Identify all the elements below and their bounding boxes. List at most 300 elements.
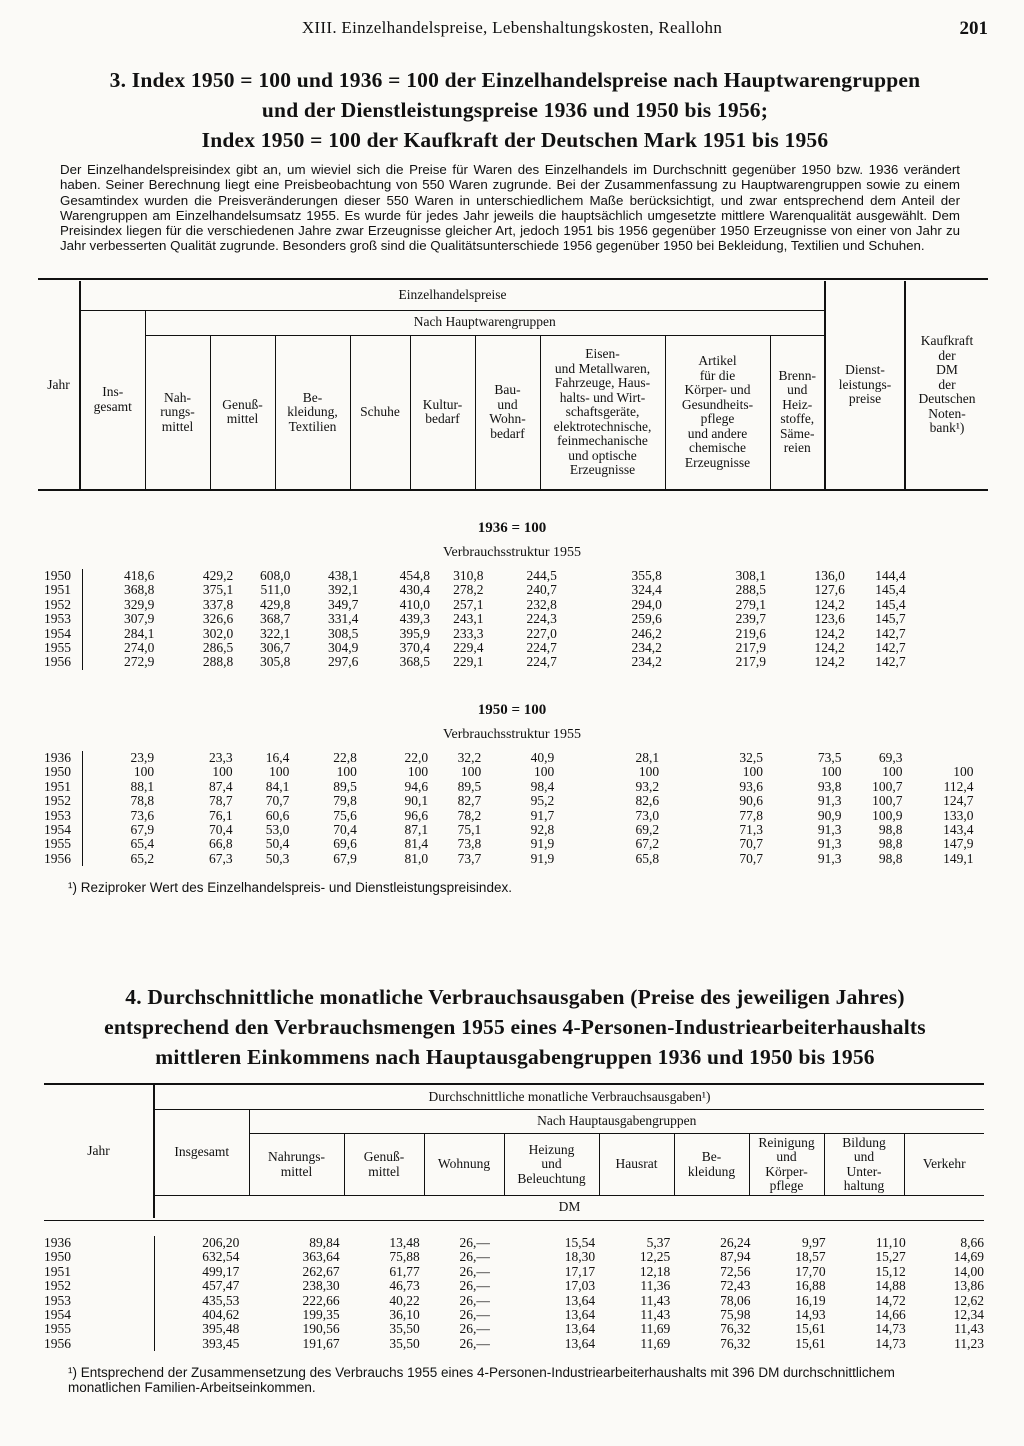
table-cell: 18,30 [564,1249,596,1265]
table-cell: 35,50 [389,1335,420,1351]
table-cell: 90,9 [817,807,842,823]
table-row [44,1279,984,1293]
section4-title-line2: entsprechend den Verbrauchsmengen 1955 eines 4-Personen-Industriearbeiterhaushalts [104,1015,926,1039]
table-cell: 191,67 [302,1335,340,1351]
table-cell: 78,7 [209,793,233,809]
table-row [44,627,974,641]
table-cell: 224,7 [526,640,557,656]
table-cell: 91,3 [817,793,842,809]
table-cell: 234,2 [631,640,662,656]
table-cell [902,751,973,765]
table-cell: 439,3 [399,611,430,627]
table-cell: 127,6 [814,582,845,598]
table-cell: 14,88 [875,1278,906,1294]
table-row [44,1265,984,1279]
table-cell: 35,50 [389,1321,420,1337]
table-cell: 112,4 [943,778,974,794]
table4-header [44,1085,984,1218]
table3-header [38,281,988,489]
table-cell: 306,7 [260,640,291,656]
table-cell: 73,0 [635,807,660,823]
table-cell: 145,4 [875,596,906,612]
table-cell: 274,0 [83,641,155,655]
table-cell: 368,7 [260,611,291,627]
table-cell: 12,25 [639,1249,671,1265]
table-cell: 429,8 [260,596,291,612]
row-year: 1952 [44,793,71,809]
table-cell: 15,61 [795,1321,826,1337]
table-cell: 70,4 [209,822,233,838]
page-header [0,18,1024,42]
table-cell: 145,4 [875,582,906,598]
table-cell [906,583,974,597]
col-dienstleistungspreise: Dienst- leistungs- preise [825,281,905,489]
table-cell: 67,2 [635,836,660,852]
table-row [44,598,974,612]
table-cell: 40,9 [530,750,555,765]
table-cell: 91,7 [530,807,555,823]
table-cell: 307,9 [83,612,155,626]
table-cell: 337,8 [202,596,234,612]
table-cell: 11,36 [640,1278,671,1294]
table-row [44,1322,984,1336]
table-cell: 310,8 [453,568,484,583]
table-cell: 224,3 [526,611,557,627]
table-cell: 410,0 [399,596,430,612]
col-insgesamt: Ins- gesamt [80,310,145,489]
table-row [44,1250,984,1264]
col-eisen-metallwaren: Eisen- und Metallwaren, Fahrzeuge, Haus- halts- und Wirt- schaftsgeräte, elektrotechnische, feinmechanische und optische Erzeugnisse [540,335,665,489]
t4-col-jahr: Jahr [87,1143,110,1159]
table-cell: 90,1 [404,793,429,809]
table-cell: 349,7 [328,596,359,612]
table-cell: 100,7 [872,793,903,809]
row-year: 1950 [44,1249,71,1265]
row-year: 1955 [44,1321,71,1337]
table-cell: 17,70 [795,1263,826,1279]
table-cell: 61,77 [389,1263,420,1279]
t4-col-hausrat: Hausrat [599,1134,674,1196]
t4-col-genussmittel: Genuß- mittel [344,1134,424,1196]
table-cell: 11,43 [954,1321,984,1337]
table-cell: 14,69 [953,1249,984,1265]
table-row [44,583,974,597]
table-cell: 73,5 [817,750,842,765]
table-cell: 78,8 [83,794,154,808]
table-cell: 26,— [459,1235,490,1250]
table-cell [906,569,974,583]
table-cell: 65,8 [635,850,660,866]
table-cell: 144,4 [875,568,906,583]
block1-caption: 1936 = 100 [477,520,547,536]
table-cell: 76,1 [209,807,233,823]
table-cell: 22,0 [404,750,429,765]
table-cell: 94,6 [404,778,429,794]
table-cell: 78,06 [720,1292,751,1308]
table-cell: 11,43 [640,1307,671,1323]
table-cell: 93,2 [635,778,660,794]
table-cell: 322,1 [260,625,291,641]
table-cell: 304,9 [328,640,359,656]
table-cell: 219,6 [735,625,767,641]
table-cell: 15,27 [875,1249,906,1265]
row-year: 1956 [44,654,71,670]
row-year: 1951 [44,582,71,598]
table-cell: 26,— [459,1263,490,1279]
table-cell: 305,8 [260,654,291,670]
table-cell: 16,19 [795,1292,826,1308]
table-cell: 429,2 [202,568,234,583]
table-cell: 147,9 [943,836,974,852]
table-cell: 12,62 [953,1292,984,1308]
table-cell: 93,6 [739,778,764,794]
row-year: 1956 [44,1335,71,1351]
table-cell: 11,10 [875,1235,906,1250]
table-cell: 368,5 [399,654,430,670]
table-cell: 404,62 [154,1308,239,1322]
table-cell: 142,7 [875,640,906,656]
row-year: 1953 [44,807,71,823]
t4-col-group-nach-hauptausgabengruppen: Nach Hauptausgabengruppen [249,1109,984,1133]
table-cell: 100 [821,764,842,780]
table-cell: 14,66 [875,1307,906,1323]
table-cell: 240,7 [526,582,557,598]
table-cell: 11,69 [640,1335,671,1351]
table-cell: 23,3 [209,750,233,765]
table-cell: 395,9 [399,625,430,641]
table-cell: 326,6 [202,611,234,627]
table-cell: 15,12 [875,1263,906,1279]
table-row [44,1337,984,1351]
table-row [44,837,974,851]
table-cell: 72,56 [720,1263,751,1279]
table-cell: 60,6 [265,807,290,823]
row-year: 1952 [44,596,71,612]
table-cell: 46,73 [389,1278,420,1294]
table-row [44,1294,984,1308]
t4-col-wohnung: Wohnung [424,1134,504,1196]
t4-col-bildung: Bildung und Unter- haltung [824,1134,904,1196]
table-cell: 13,86 [953,1278,984,1294]
table-cell: 324,4 [631,582,662,598]
col-schuhe: Schuhe [350,335,410,489]
col-genussmittel: Genuß- mittel [210,335,275,489]
table-cell: 100 [882,764,903,780]
table-cell: 81,4 [404,836,429,852]
table-cell: 13,64 [564,1335,596,1351]
col-group-einzelhandelspreise: Einzelhandelspreise [80,281,825,310]
table-cell: 26,— [459,1292,490,1308]
table-cell: 145,7 [875,611,906,627]
table-cell: 76,32 [720,1335,751,1351]
running-title: XIII. Einzelhandelspreise, Lebenshaltungskosten, Reallohn [301,18,723,37]
table-cell: 133,0 [943,807,974,823]
table-cell: 499,17 [154,1265,239,1279]
table-cell: 100 [407,764,429,780]
table-cell: 511,0 [260,582,291,598]
t4-col-verkehr: Verkehr [904,1134,984,1196]
table-cell: 16,4 [265,750,290,765]
row-year: 1936 [44,750,71,765]
table-cell: 90,6 [739,793,764,809]
row-year: 1954 [44,822,71,838]
table-cell: 331,4 [328,611,359,627]
table-cell: 8,66 [960,1235,984,1250]
col-brennstoffe: Brenn- und Heiz- stoffe, Säme- reien [770,335,825,489]
table-cell: 11,69 [640,1321,671,1337]
table-cell: 69,6 [333,836,357,852]
table-cell: 15,61 [795,1335,826,1351]
table-cell: 89,84 [309,1235,340,1250]
table-cell: 73,6 [83,809,154,823]
table-cell: 232,8 [526,596,557,612]
table-cell: 88,1 [83,780,154,794]
table-cell: 454,8 [399,568,430,583]
table-cell: 142,7 [875,625,906,641]
table-cell: 72,43 [720,1278,751,1294]
table-cell: 89,5 [333,778,357,794]
table-cell: 87,1 [404,822,429,838]
table4-body [44,1236,984,1351]
table-cell: 91,9 [530,836,555,852]
table-cell [906,655,974,669]
table-cell: 278,2 [453,582,484,598]
table-cell: 98,4 [530,778,555,794]
table-cell: 297,6 [328,654,359,670]
row-year: 1950 [44,764,71,780]
table-cell: 40,22 [389,1292,420,1308]
table-cell [906,612,974,626]
table-cell: 14,73 [875,1321,906,1337]
table-cell: 92,8 [530,822,555,838]
table-cell: 13,64 [564,1321,596,1337]
table-cell: 246,2 [631,625,662,641]
table-cell: 84,1 [265,778,290,794]
row-year: 1955 [44,640,71,656]
table-cell: 136,0 [814,568,845,583]
col-jahr: Jahr [47,376,70,392]
table-cell [906,641,974,655]
table-cell: 95,2 [530,793,555,809]
table-cell: 26,— [459,1321,490,1337]
table-cell: 26,— [459,1278,490,1294]
table-cell: 229,1 [453,654,484,670]
table-cell: 100 [638,764,660,780]
table-cell: 13,48 [389,1235,420,1250]
table-cell: 294,0 [631,596,662,612]
table-cell [906,598,974,612]
table-cell: 13,64 [564,1307,596,1323]
table-cell: 238,30 [302,1278,340,1294]
table-cell: 98,8 [878,836,903,852]
intro-text: Der Einzelhandelspreisindex gibt an, um wieviel sich die Preise für Waren des Einzelhandels im Durchschnitt gegenüber 1950 bzw. 1936 verändert haben. Seiner Berechnung liegt eine Preisbeobachtung von 550 Waren zugrunde. Bei der Zusammenfassung zu Hauptwarengruppen sowie zu einem Gesamtindex wurden die Preisveränderungen dieser 550 Waren in unterschiedlichem Maße berücksichtigt, und zwar entsprechend dem Anteil der Warengruppen am Einzelhandelsumsatz 1955. Es wurde für jedes Jahr jeweils die hauptsächlich umgesetzte mittlere Warenqualität ausgewählt. Dem Preisindex liegen für die verschiedenen Jahre zwar Erzeugnisse gleicher Art, jedoch 1951 bis 1956 gegenüber 1950 Erzeugnisse von einer von Jahr zu Jahr verbesserten Qualität zugrunde. Besonders groß sind die Qualitätsunterschiede 1956 gegenüber 1950 bei Bekleidung, Textilien und Schuhen. [60,162,960,254]
table-cell: 229,4 [453,640,484,656]
block2-caption: 1950 = 100 [477,702,547,718]
table-cell: 11,23 [954,1335,984,1351]
table-cell: 71,3 [739,822,764,838]
table-cell: 100 [269,764,290,780]
table-cell: 288,5 [735,582,767,598]
section3-title-line2: und der Dienstleistungspreise 1936 und 1950 bis 1956; [261,98,769,122]
table-cell: 5,37 [646,1235,671,1250]
block2-table [44,751,974,866]
table-cell: 70,7 [739,836,764,852]
table-cell: 91,3 [817,836,842,852]
table-cell: 355,8 [631,568,662,583]
col-bekleidung: Be- kleidung, Textilien [275,335,350,489]
table-cell: 91,9 [530,850,555,866]
table-row [44,612,974,626]
table-cell: 435,53 [154,1294,239,1308]
table-cell: 279,1 [735,596,767,612]
table-cell: 149,1 [943,850,974,866]
table-cell: 65,4 [83,837,154,851]
table-cell: 12,18 [639,1263,671,1279]
table-cell: 100 [533,764,555,780]
table-cell: 239,7 [735,611,767,627]
table-cell: 234,2 [631,654,662,670]
table-cell: 14,00 [953,1263,984,1279]
table-cell: 26,— [459,1249,490,1265]
col-kaufkraft: Kaufkraft der DM der Deutschen Noten- bank¹) [905,281,988,489]
table-cell: 69,2 [635,822,660,838]
table-cell: 87,94 [720,1249,751,1265]
table-cell: 53,0 [265,822,290,838]
table-cell: 26,— [459,1335,490,1351]
row-year: 1951 [44,1263,71,1279]
table-cell: 70,7 [739,850,764,866]
table-cell: 143,4 [943,822,974,838]
table-cell: 272,9 [83,655,155,669]
table-cell: 257,1 [453,596,484,612]
table4-header-bottom-rule [44,1220,984,1221]
table-cell: 190,56 [302,1321,340,1337]
section3-footnote: ¹) Reziproker Wert des Einzelhandelspreis- und Dienstleistungspreisindex. [68,880,512,895]
table-cell: 75,6 [333,807,357,823]
table-cell: 65,2 [83,852,154,866]
table-cell: 16,88 [795,1278,826,1294]
table-cell: 79,8 [333,793,357,809]
table-cell: 418,6 [83,569,155,583]
table-cell: 66,8 [209,836,233,852]
table-cell: 395,48 [154,1322,239,1336]
table-cell: 82,6 [635,793,660,809]
table-cell: 69,3 [878,750,903,765]
row-year: 1954 [44,1307,71,1323]
table-cell: 100,9 [872,807,903,823]
table-cell [906,627,974,641]
table-cell: 632,54 [154,1250,239,1264]
row-year: 1955 [44,836,71,852]
table-cell: 392,1 [328,582,359,598]
table-cell: 36,10 [389,1307,420,1323]
table-cell: 93,8 [817,778,842,794]
table-row [44,569,974,583]
table-cell: 18,57 [795,1249,826,1265]
t4-col-reinigung: Reinigung und Körper- pflege [749,1134,824,1196]
table-cell: 124,2 [814,625,845,641]
table-cell: 430,4 [399,582,430,598]
table-cell: 12,34 [953,1307,984,1323]
table3-top-rule [38,278,988,280]
table-cell: 17,03 [564,1278,596,1294]
table-cell: 233,3 [453,625,484,641]
table-cell: 288,8 [202,654,234,670]
table-row [44,641,974,655]
table-cell: 73,7 [457,850,482,866]
table-cell: 73,8 [457,836,482,852]
t4-col-bekleidung: Be- kleidung [674,1134,749,1196]
section3-title-line3: Index 1950 = 100 der Kaufkraft der Deutschen Mark 1951 bis 1956 [201,128,829,152]
page-number: 201 [959,18,988,39]
table-cell: 96,6 [404,807,429,823]
table-row [44,794,974,808]
block2-subcaption: Verbrauchsstruktur 1955 [442,727,582,742]
table-cell: 100 [460,764,482,780]
table-cell: 28,1 [635,750,660,765]
table-cell: 217,9 [735,654,767,670]
table-cell: 50,3 [265,850,290,866]
row-year: 1953 [44,1292,71,1308]
section4-title-line3: mittleren Einkommens nach Hauptausgabengruppen 1936 und 1950 bis 1956 [155,1045,875,1069]
table-cell: 76,32 [720,1321,751,1337]
table-cell: 124,2 [814,654,845,670]
table-cell: 243,1 [453,611,484,627]
table-cell: 67,3 [209,850,233,866]
t4-col-heizung: Heizung und Beleuchtung [504,1134,599,1196]
table-cell: 375,1 [202,582,234,598]
table-cell: 13,64 [564,1292,596,1308]
table-cell: 32,2 [457,750,482,765]
table-cell: 199,35 [302,1307,340,1323]
table-cell: 100 [336,764,357,780]
table-cell: 100 [953,764,974,780]
table-row [44,809,974,823]
table-cell: 9,97 [801,1235,826,1250]
col-bau-wohnbedarf: Bau- und Wohn- bedarf [475,335,540,489]
table-cell: 75,1 [457,822,482,838]
table-cell: 100 [212,764,233,780]
table-cell: 32,5 [739,750,764,765]
row-year: 1956 [44,850,71,866]
table-cell: 368,8 [83,583,155,597]
table-cell: 123,6 [814,611,845,627]
table-cell: 15,54 [564,1235,596,1250]
table-row [44,852,974,866]
table-cell: 100 [83,765,154,779]
row-year: 1954 [44,625,71,641]
table-cell: 89,5 [457,778,482,794]
table-cell: 14,72 [875,1292,906,1308]
table-cell: 457,47 [154,1279,239,1293]
table-cell: 26,24 [720,1235,751,1250]
table-cell: 50,4 [265,836,290,852]
table-cell: 370,4 [399,640,430,656]
table-cell: 11,43 [640,1292,671,1308]
table-row [44,765,974,779]
table-cell: 217,9 [735,640,767,656]
col-group-nach-hauptwarengruppen: Nach Hauptwarengruppen [145,310,825,335]
table-cell: 363,64 [302,1249,340,1265]
table-cell: 67,9 [83,823,154,837]
row-year: 1951 [44,778,71,794]
table-cell: 438,1 [328,568,359,583]
row-year: 1952 [44,1278,71,1294]
table-cell: 82,7 [457,793,482,809]
table-row [44,1236,984,1250]
section3-intro [60,162,960,254]
table-cell: 91,3 [817,850,842,866]
